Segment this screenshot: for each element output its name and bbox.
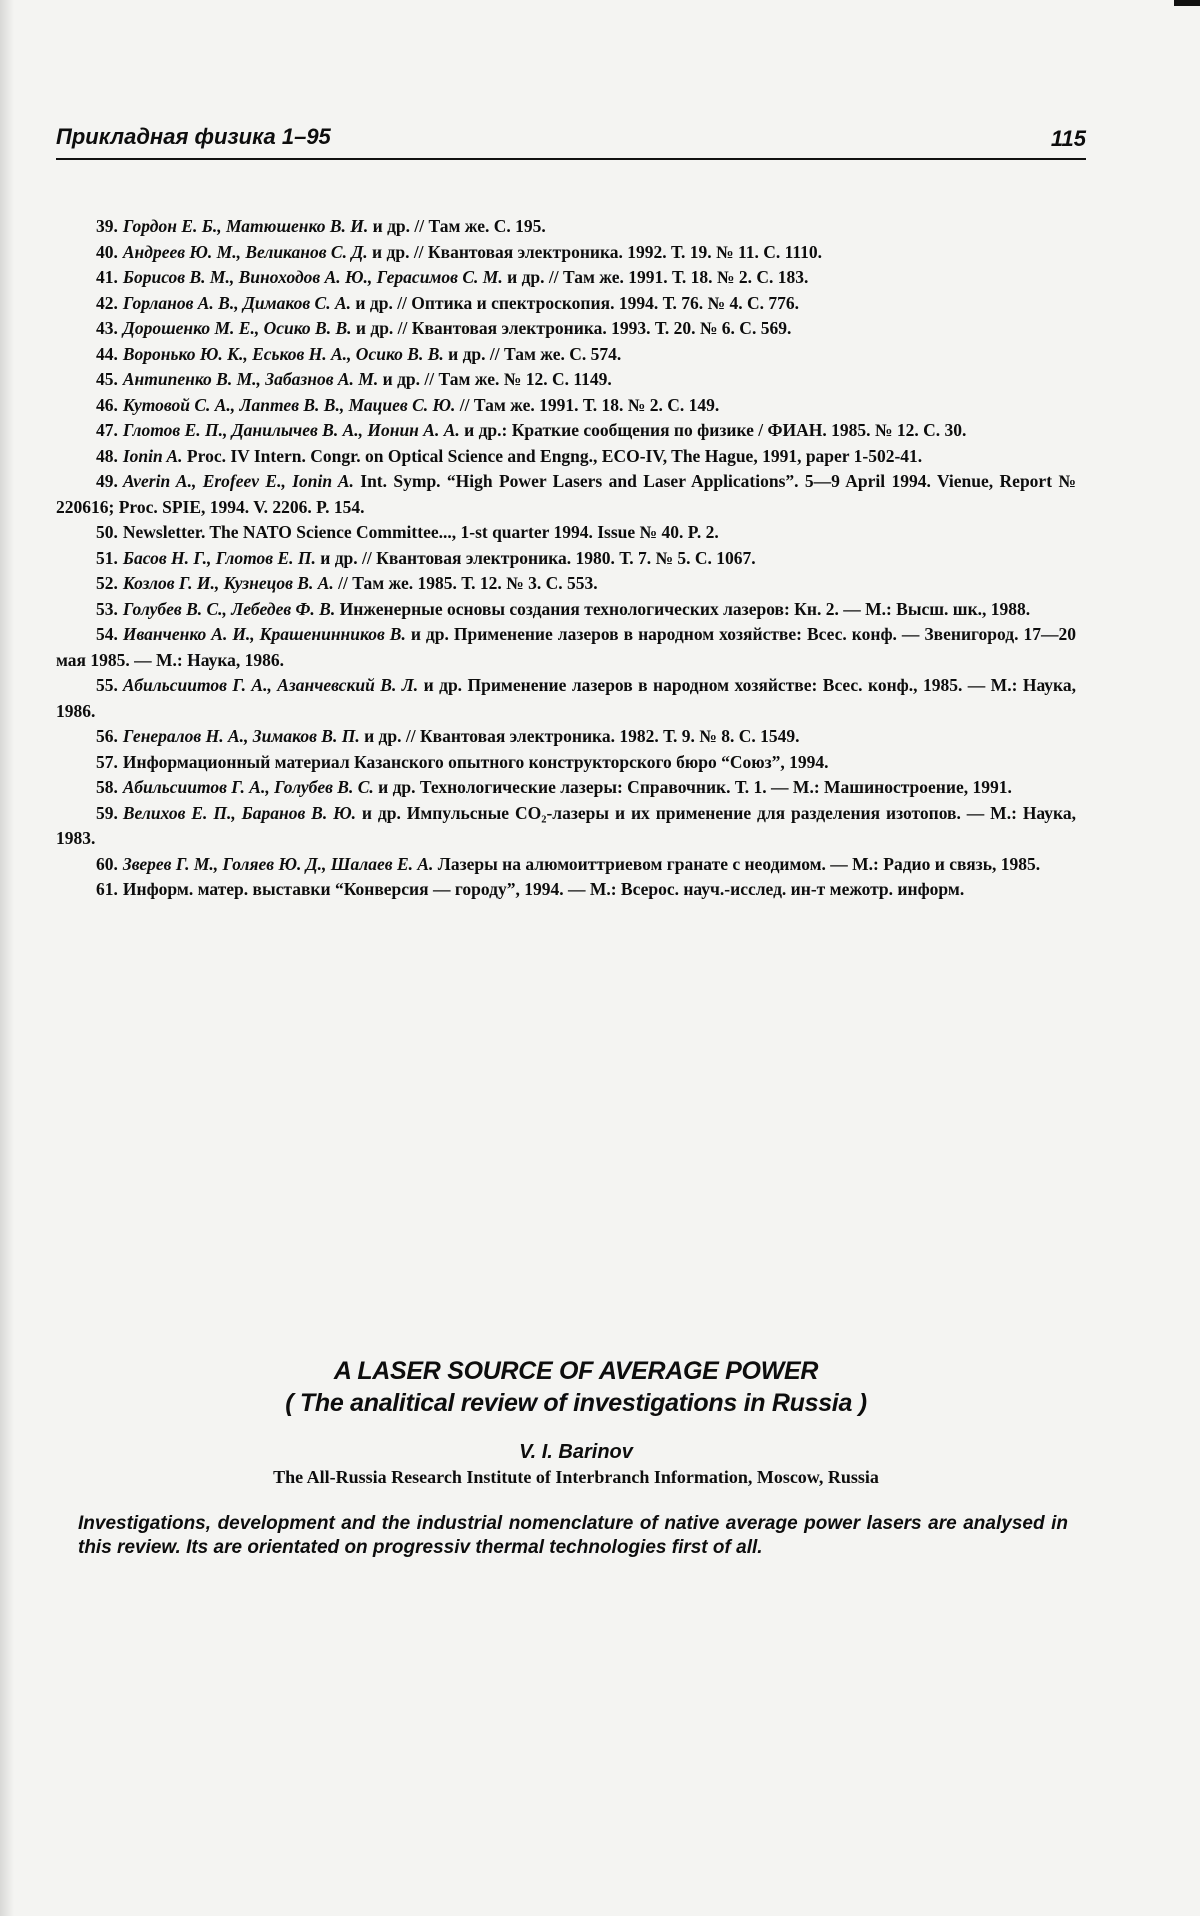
- reference-item: [56, 214, 1076, 240]
- article-title: A LASER SOURCE OF AVERAGE POWER: [333, 1357, 819, 1385]
- reference-authors: Голубев В. С., Лебедев Ф. В.: [122, 598, 336, 619]
- reference-number: 49.: [96, 471, 118, 491]
- reference-text: Лазеры на алюмоиттриевом гранате с неодимом. — М.: Радио и связь, 1985.: [433, 853, 1041, 874]
- reference-text: Int. Symp. “High Power Lasers and Laser Applications”. 5—9 April 1994. Vienue, Report № 220616; Proc. SPIE, 1994. V. 2206. P. 154.: [56, 471, 1076, 517]
- reference-number: 39.: [96, 216, 118, 236]
- reference-number: 61.: [96, 879, 118, 899]
- reference-number: 47.: [96, 420, 118, 440]
- reference-item: [56, 444, 1076, 470]
- journal-name: Прикладная физика 1–95: [56, 124, 331, 149]
- reference-list: [56, 214, 1076, 903]
- reference-authors: Козлов Г. И., Кузнецов В. А.: [122, 573, 334, 593]
- reference-number: 60.: [96, 853, 118, 874]
- reference-item: [56, 775, 1076, 801]
- reference-item: [56, 265, 1076, 291]
- reference-text: и др. // Там же. 1991. Т. 18. № 2. С. 183.: [502, 267, 809, 287]
- reference-number: 59.: [96, 802, 118, 823]
- reference-item: [56, 342, 1076, 368]
- reference-number: 42.: [96, 292, 118, 313]
- reference-item: [56, 724, 1076, 750]
- reference-authors: Андреев Ю. М., Великанов С. Д.: [122, 241, 368, 262]
- reference-item: [56, 469, 1076, 520]
- reference-number: 40.: [96, 241, 118, 262]
- reference-item: [56, 877, 1076, 903]
- reference-item: [56, 291, 1076, 317]
- article-abstract: Investigations, development and the industrial nomenclature of native average power lasers are analysed in this review. Its are orientated on progressiv thermal technologies first of all.: [78, 1513, 1068, 1558]
- reference-text: и др. Импульсные CO₂-лазеры и их применение для разделения изотопов. — М.: Наука, 1983.: [56, 802, 1076, 848]
- reference-authors: Глотов Е. П., Данилычев В. А., Ионин А. А.: [122, 420, 460, 440]
- header-rule: [56, 158, 1086, 160]
- reference-number: 54.: [96, 624, 118, 644]
- article-author: V. I. Barinov: [519, 1441, 633, 1463]
- reference-number: 48.: [96, 445, 118, 466]
- reference-text: и др. Применение лазеров в народном хозяйстве: Всес. конф., 1985. — М.: Наука, 1986.: [56, 675, 1077, 721]
- page-edge-shadow: [0, 0, 14, 1916]
- reference-text: Информ. матер. выставки “Конверсия — городу”, 1994. — М.: Всерос. науч.-исслед. ин-т межотр. информ.: [122, 879, 965, 899]
- scan-corner-mark: [1174, 0, 1200, 6]
- reference-number: 53.: [96, 598, 118, 619]
- reference-authors: Гордон Е. Б., Матюшенко В. И.: [122, 216, 369, 236]
- reference-item: [56, 546, 1076, 572]
- reference-item: [56, 597, 1076, 623]
- reference-number: 43.: [96, 318, 118, 338]
- reference-authors: Зверев Г. М., Голяев Ю. Д., Шалаев Е. А.: [122, 853, 434, 874]
- reference-authors: Абильсиитов Г. А., Голубев В. С.: [122, 777, 374, 797]
- page-number: 115: [1050, 126, 1086, 151]
- reference-text: Информационный материал Казанского опытного конструкторского бюро “Союз”, 1994.: [122, 751, 829, 772]
- reference-authors: Кутовой С. А., Лаптев В. В., Мациев С. Ю.: [122, 394, 456, 415]
- reference-number: 50.: [96, 522, 118, 542]
- article-title-block: [56, 1355, 1096, 1489]
- reference-item: [56, 571, 1076, 597]
- reference-item: [56, 520, 1076, 546]
- article-subtitle: ( The analitical review of investigations in Russia ): [285, 1389, 867, 1417]
- reference-text: и др. // Там же. С. 195.: [368, 216, 546, 236]
- reference-text: и др. // Квантовая электроника. 1982. Т. 9. № 8. С. 1549.: [359, 726, 800, 746]
- reference-authors: Абильсиитов Г. А., Азанчевский В. Л.: [122, 675, 419, 695]
- reference-text: и др.: Краткие сообщения по физике / ФИАН. 1985. № 12. С. 30.: [459, 420, 967, 440]
- reference-text: и др. // Там же. № 12. С. 1149.: [378, 369, 612, 389]
- reference-item: [56, 622, 1076, 673]
- reference-authors: Ionin A.: [122, 445, 183, 466]
- reference-authors: Борисов В. М., Виноходов А. Ю., Герасимов С. М.: [122, 267, 503, 287]
- reference-authors: Антипенко В. М., Забазнов А. М.: [122, 369, 379, 389]
- article-affiliation: The All-Russia Research Institute of Interbranch Information, Moscow, Russia: [273, 1467, 879, 1487]
- reference-item: [56, 673, 1076, 724]
- reference-text: и др. Технологические лазеры: Справочник. Т. 1. — М.: Машиностроение, 1991.: [373, 777, 1012, 797]
- reference-text: Инженерные основы создания технологических лазеров: Кн. 2. — М.: Высш. шк., 1988.: [335, 598, 1031, 619]
- reference-item: [56, 240, 1076, 266]
- reference-text: // Там же. 1991. Т. 18. № 2. С. 149.: [455, 394, 720, 415]
- reference-item: [56, 316, 1076, 342]
- reference-authors: Генералов Н. А., Зимаков В. П.: [122, 726, 360, 746]
- running-header: [56, 124, 1086, 158]
- reference-number: 45.: [96, 369, 118, 389]
- reference-number: 57.: [96, 751, 118, 772]
- reference-item: [56, 418, 1076, 444]
- reference-number: 58.: [96, 777, 118, 797]
- reference-text: и др. // Квантовая электроника. 1993. Т. 20. № 6. С. 569.: [351, 318, 792, 338]
- reference-item: [56, 852, 1076, 878]
- reference-number: 55.: [96, 675, 118, 695]
- reference-authors: Горланов А. В., Димаков С. А.: [122, 292, 352, 313]
- reference-authors: Averin A., Erofeev E., Ionin A.: [122, 471, 354, 491]
- reference-text: и др. Применение лазеров в народном хозяйстве: Всес. конф. — Звенигород. 17—20 мая 1985. — М.: Наука, 1986.: [56, 624, 1077, 670]
- reference-item: [56, 393, 1076, 419]
- reference-text: Proc. IV Intern. Congr. on Optical Science and Engng., ECO-IV, The Hague, 1991, paper 1-502-41.: [182, 445, 923, 466]
- reference-authors: Дорошенко М. Е., Осико В. В.: [122, 318, 352, 338]
- reference-item: [56, 801, 1076, 852]
- reference-text: и др. // Там же. С. 574.: [443, 343, 622, 364]
- reference-number: 44.: [96, 343, 118, 364]
- reference-text: и др. // Квантовая электроника. 1980. Т. 7. № 5. С. 1067.: [315, 547, 756, 568]
- reference-item: [56, 367, 1076, 393]
- reference-number: 52.: [96, 573, 118, 593]
- reference-number: 56.: [96, 726, 118, 746]
- reference-number: 41.: [96, 267, 118, 287]
- reference-text: Newsletter. The NATO Science Committee..., 1-st quarter 1994. Issue № 40. P. 2.: [122, 522, 719, 542]
- reference-item: [56, 750, 1076, 776]
- reference-text: и др. // Оптика и спектроскопия. 1994. Т. 76. № 4. С. 776.: [351, 292, 799, 313]
- reference-text: // Там же. 1985. Т. 12. № 3. С. 553.: [333, 573, 598, 593]
- reference-authors: Велихов Е. П., Баранов В. Ю.: [122, 802, 356, 823]
- reference-authors: Иванченко А. И., Крашенинников В.: [122, 624, 406, 644]
- reference-authors: Басов Н. Г., Глотов Е. П.: [122, 547, 316, 568]
- reference-text: и др. // Квантовая электроника. 1992. Т. 19. № 11. С. 1110.: [367, 241, 823, 262]
- reference-authors: Воронько Ю. К., Еськов Н. А., Осико В. В.: [122, 343, 444, 364]
- reference-number: 51.: [96, 547, 118, 568]
- reference-number: 46.: [96, 394, 118, 415]
